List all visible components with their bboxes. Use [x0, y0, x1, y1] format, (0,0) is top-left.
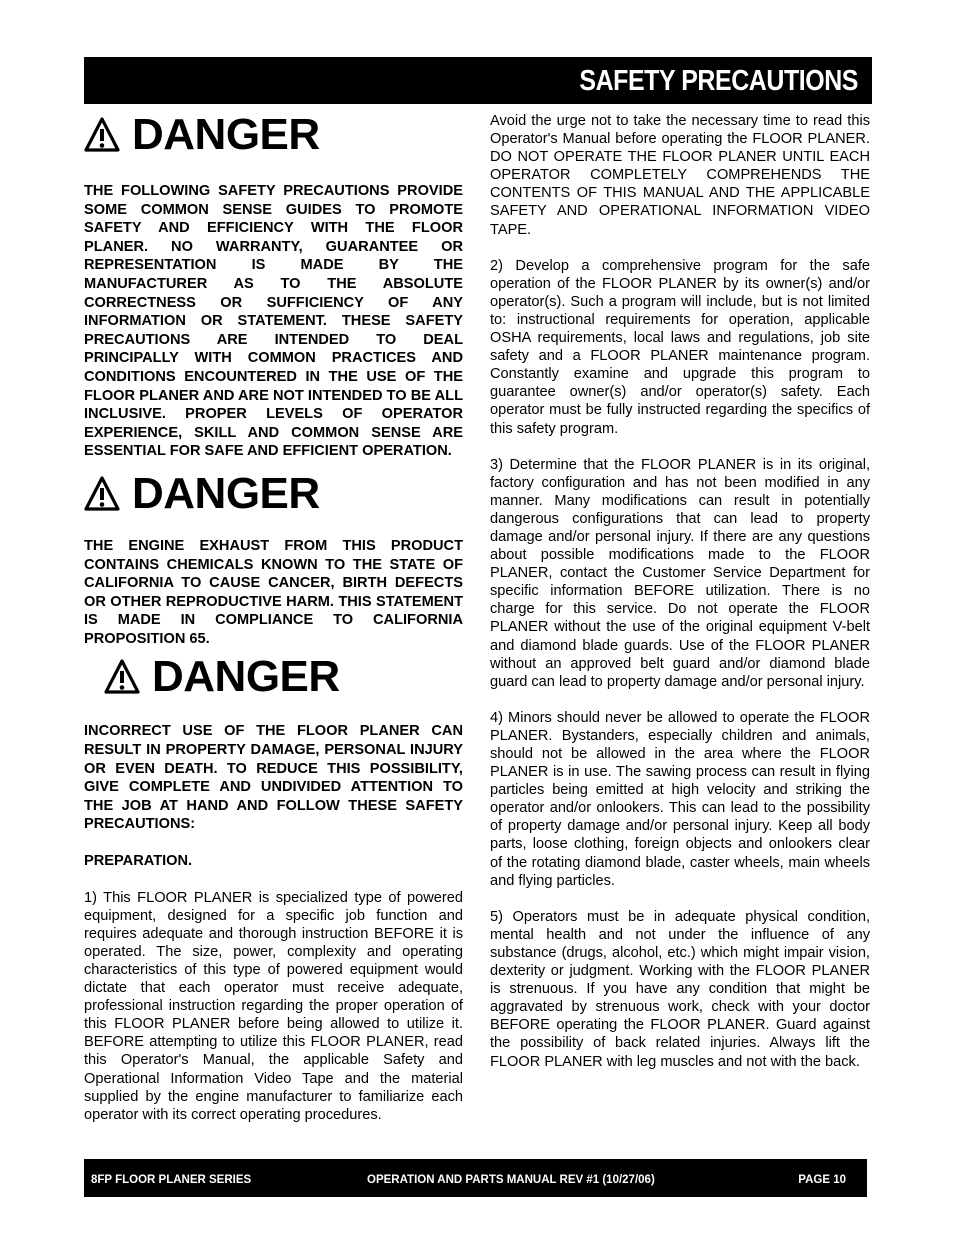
section-heading-preparation: PREPARATION. — [84, 853, 193, 870]
danger-statement-1: THE FOLLOWING SAFETY PRECAUTIONS PROVIDE SOME COMMON SENSE GUIDES TO PROMOTE SAFETY AND EFFICIENCY WITH THE FLOOR PLANER. NO WARRANTY, GUARANTEE OR REPRESENTATION IS MADE BY THE MANUFACTURER AS TO THE ABSOLUTE CORRECTNESS OR SUFFICIENCY OF ANY INFORMATION OR STATEMENT. THESE SAFETY PRECAUTIONS ARE INTENDED TO DEAL PRINCIPALLY WITH COMMON PRACTICES AND CONDITIONS ENCOUNTERED IN THE USE OF THE FLOOR PLANER AND ARE NOT INTENDED TO BE ALL INCLUSIVE. PROPER LEVELS OF OPERATOR EXPERIENCE, SKILL AND COMMON SENSE ARE ESSENTIAL FOR SAFE AND EFFICIENT OPERATION. — [84, 183, 463, 460]
warning-triangle-icon — [104, 659, 140, 695]
danger-heading-2 — [84, 468, 463, 518]
danger-label: DANGER — [132, 110, 320, 159]
paragraph-item-5: 5) Operators must be in adequate physical condition, mental health and not under the influence of any substance (drugs, alcohol, etc.) which might impair vision, dexterity or judgment. Working with the FLOOR PLANER is strenuous. If you have any condition that might be aggravated by strenuous work, check with your doctor BEFORE operating the FLOOR PLANER. Guard against the possibility of back related injuries. Always lift the FLOOR PLANER with leg muscles and not with the back. — [490, 908, 870, 1070]
danger-statement-2: THE ENGINE EXHAUST FROM THIS PRODUCT CONTAINS CHEMICALS KNOWN TO THE STATE OF CALIFORNIA TO CAUSE CANCER, BIRTH DEFECTS OR OTHER REPRODUCTIVE HARM. THIS STATEMENT IS MADE IN COMPLIANCE TO CALIFORNIA PROPOSITION 65. — [84, 537, 463, 647]
footer-manual-revision: OPERATION AND PARTS MANUAL REV #1 (10/27/06) — [367, 1174, 655, 1186]
danger-label: DANGER — [152, 652, 340, 702]
paragraph-item-4: 4) Minors should never be allowed to operate the FLOOR PLANER. Bystanders, especially children and animals, should not be allowed in the area where the FLOOR PLANER is in use. The sawing process can result in flying particles being emitted at high velocity and striking the operator and/or onlookers. This can lead to the possibility of property damage and/or personal injury. Keep all body parts, loose clothing, foreign objects and onlookers clear of the rotating diamond blade, caster wheels, main wheels and flying particles. — [490, 709, 870, 889]
right-column — [490, 112, 870, 1071]
paragraph-item-3: 3) Determine that the FLOOR PLANER is in its original, factory configuration and has not been modified in any manner. Many modifications can result in potentially dangerous configurations that can lead to property damage and/or personal injury. If there are any questions about possible modifications made to the FLOOR PLANER, contact the Customer Service Department for specific information BEFORE utilization. There is no charge for this service. Do not operate the FLOOR PLANER without the use of the original equipment V-belt and diamond blade guards. Use of the FLOOR PLANER without an approved belt guard and/or diamond blade guard can lead to property damage and/or personal injury. — [490, 456, 870, 690]
warning-triangle-icon — [84, 476, 120, 512]
danger-statement-3: INCORRECT USE OF THE FLOOR PLANER CAN RESULT IN PROPERTY DAMAGE, PERSONAL INJURY OR EVEN DEATH. TO REDUCE THIS POSSIBILITY, GIVE COMPLETE AND UNDIVIDED ATTENTION TO THE JOB AT HAND AND FOLLOW THESE SAFETY PRECAUTIONS: — [84, 723, 463, 833]
danger-label: DANGER — [132, 468, 320, 518]
warning-triangle-icon — [84, 117, 120, 153]
section-header-bar — [84, 57, 872, 104]
page-footer — [84, 1159, 867, 1197]
paragraph-item-1: 1) This FLOOR PLANER is specialized type of powered equipment, designed for a specific job function and requires adequate and thorough instruction BEFORE it is operated. The size, power, complexity and operating characteristics of this type of powered equipment would dictate that each operator must receive adequate, professional instruction regarding the proper operation of this FLOOR PLANER before being allowed to utilize it. BEFORE attempting to utilize this FLOOR PLANER, read this Operator's Manual, the applicable Safety and Operational Information Video Tape and the material supplied by the engine manufacturer to familiarize each operator with its correct operating procedures. — [84, 889, 463, 1123]
paragraph-item-2: 2) Develop a comprehensive program for the safe operation of the FLOOR PLANER by its owner(s) and/or operator(s). Such a program will include, but is not limited to: instructional requirements for operation, applicable OSHA requirements, local laws and regulations, job site safety and a FLOOR PLANER maintenance program. Constantly examine and upgrade this program to guarantee owner(s) and/or operator(s) safety. Each operator must be fully instructed regarding the specifics of this safety program. — [490, 257, 870, 437]
page-title: SAFETY PRECAUTIONS — [579, 65, 858, 97]
danger-heading-3 — [84, 654, 463, 700]
footer-page-number: PAGE 10 — [798, 1174, 846, 1186]
danger-heading-1 — [84, 112, 463, 158]
left-column — [84, 112, 463, 1124]
paragraph-item-1-continued: Avoid the urge not to take the necessary time to read this Operator's Manual before operating the FLOOR PLANER. DO NOT OPERATE THE FLOOR PLANER UNTIL EACH OPERATOR COMPLETELY COMPREHENDS THE CONTENTS OF THIS MANUAL AND THE APPLICABLE SAFETY AND OPERATIONAL INFORMATION VIDEO TAPE. — [490, 113, 870, 238]
footer-series: 8FP FLOOR PLANER SERIES — [91, 1174, 252, 1186]
